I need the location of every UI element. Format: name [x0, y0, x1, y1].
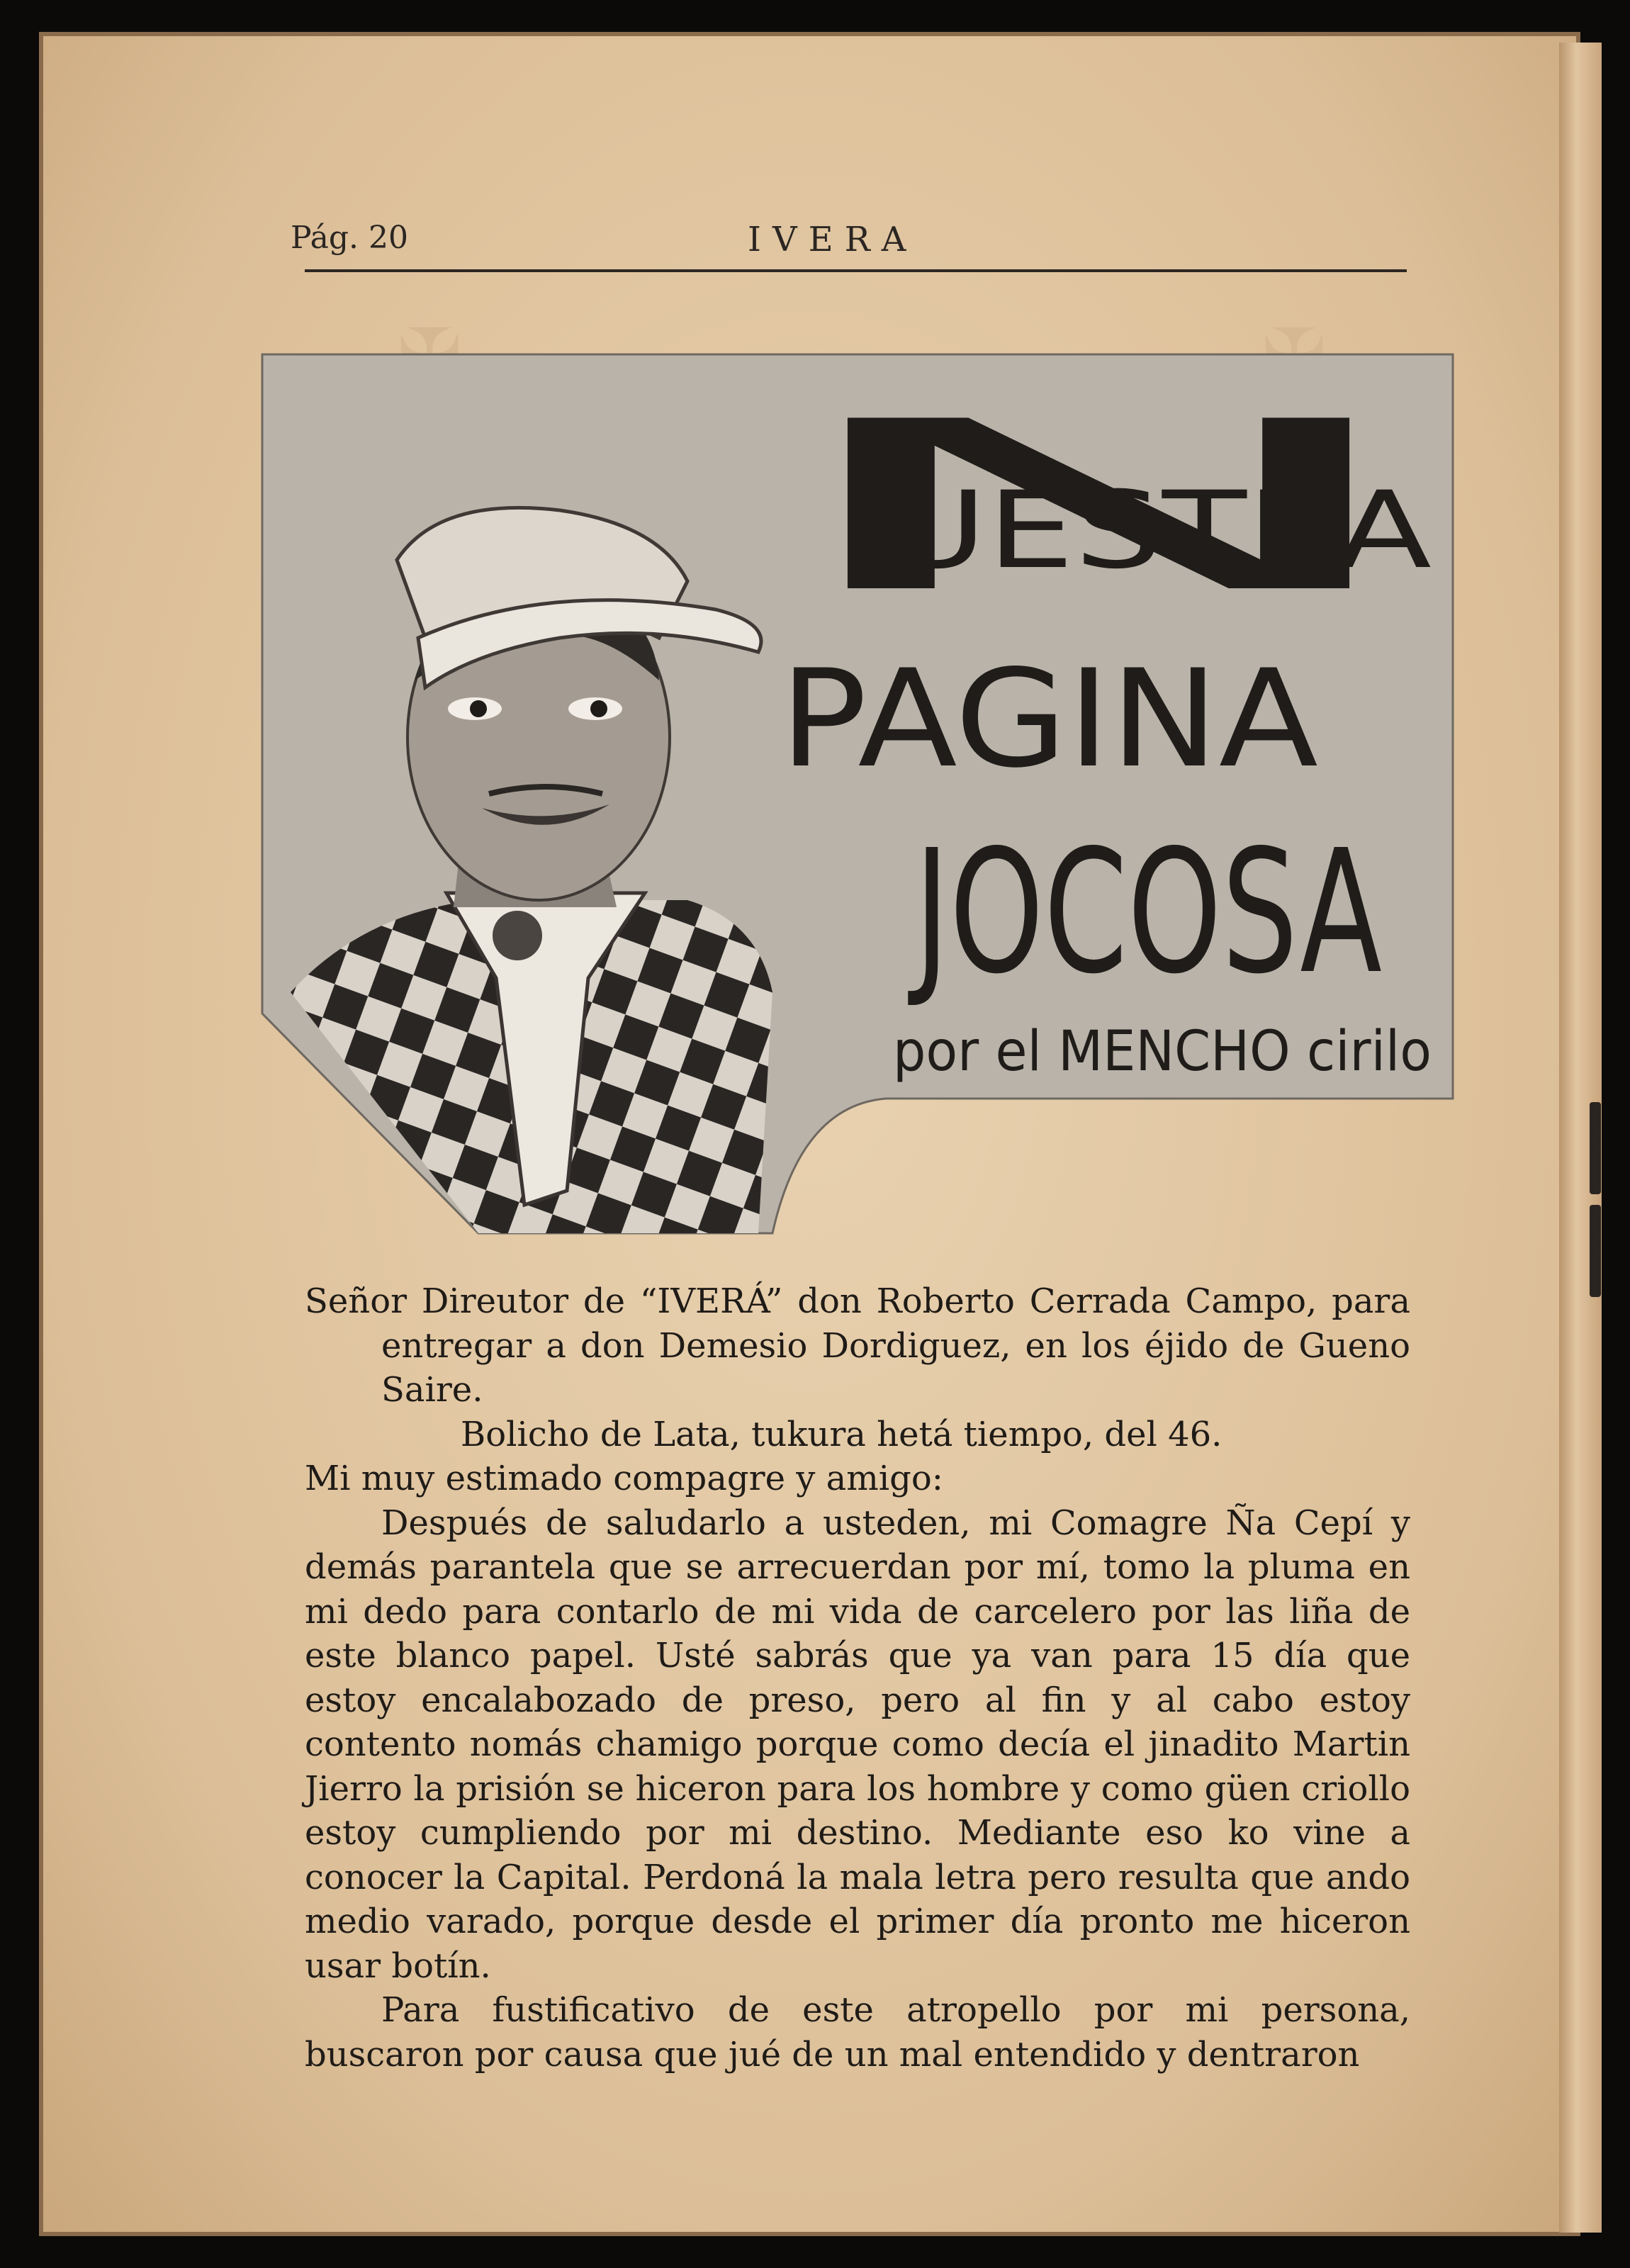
byline: por el MENCHO cirilo	[893, 1020, 1432, 1084]
letter-body	[305, 1279, 1410, 2077]
header-rule	[305, 269, 1407, 272]
illustration-svg	[262, 354, 1453, 1233]
letter-paragraph-2: Para fustificativo de este atropello por mi persona, buscaron por causa que jué de un mal entendido y dentraron	[305, 1990, 1410, 2075]
staple-bottom	[1590, 1205, 1601, 1297]
right-pupil	[590, 700, 607, 717]
title-line-2: PAGINA	[780, 641, 1318, 797]
scarf-knot	[493, 911, 542, 960]
letter-salutation: Mi muy estimado compagre y amigo:	[305, 1459, 943, 1498]
running-head	[283, 213, 1410, 269]
letter-address: Señor Direutor de “IVERÁ” don Roberto Cerrada Campo, para entregar a don Demesio Dordiguez, en los éjido de Gueno Saire.	[305, 1281, 1410, 1410]
letter-place-date: Bolicho de Lata, tukura hetá tiempo, del 46.	[461, 1414, 1222, 1454]
left-pupil	[470, 700, 487, 717]
title-line-3: JOCOSA	[907, 813, 1382, 1011]
title-line-1-rest: UESTRA	[886, 469, 1432, 593]
title-illustration	[262, 354, 1453, 1233]
magazine-title: IVERA	[748, 220, 918, 259]
letter-paragraph-1: Después de saludarlo a usteden, mi Comagre Ña Cepí y demás parantela que se arrecuerdan por mí, tomo la pluma en mi dedo para contarlo de mi vida de carcelero por las liña de este blanco papel. Usté sabrás que ya van para 15 día que estoy encalabozado de preso, pero al fin y al cabo estoy contento nomás chamigo porque como decía el jinadito Martin Jierro la prisión se hiceron para los hombre y como güen criollo estoy cumpliendo por mi destino. Mediante eso ko vine a conocer la Capital. Perdoná la mala letra pero resulta que ando medio varado, porque desde el primer día pronto me hiceron usar botín.	[305, 1503, 1410, 1986]
page-number: Pág. 20	[291, 220, 408, 256]
staple-top	[1590, 1102, 1601, 1194]
title-line-1: N	[758, 371, 1439, 644]
